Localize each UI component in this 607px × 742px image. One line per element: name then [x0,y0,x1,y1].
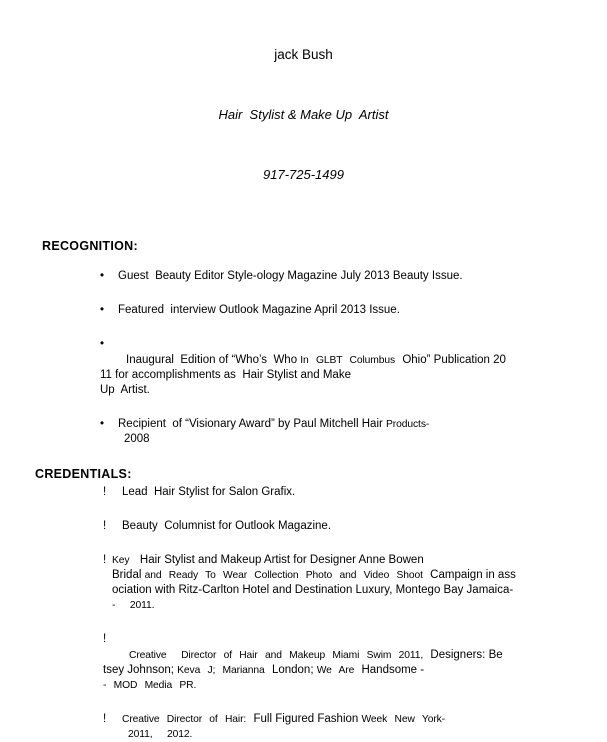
item-body [100,353,607,398]
text-segment: 2011, 2012. [128,729,193,740]
item-body [122,712,607,742]
exclamation-marker: ! [103,554,107,566]
item-body [112,553,607,613]
section-recognition [0,239,607,447]
exclamation-marker: ! [103,486,107,498]
text-segment: Campaign in ass [430,569,516,581]
text-segment: Keva J; Marianna [177,665,272,676]
text-segment: Products- [386,419,430,430]
text-segment: Key [112,555,137,566]
text-line [112,598,607,613]
item-body [122,519,607,534]
text-line [103,663,607,678]
text-line [100,368,607,383]
text-segment: Inaugural Edition of “Who’s Who [126,354,301,366]
text-segment: - 2011. [112,600,155,611]
text-segment: Bridal [112,569,145,581]
bullet-marker: • [100,338,105,350]
list-item [103,485,607,500]
text-segment: and Ready To Wear Collection Photo and Video Shoot [144,570,431,581]
text-line [100,353,607,368]
text-line [112,568,607,583]
text-segment: Lead Hair Stylist for Salon Grafix. [122,486,296,498]
text-segment: Up Artist. [100,384,150,396]
text-segment: Recipient of “Visionary Award” by Paul Mitchell Hair [118,418,387,430]
text-segment: Ohio” Publication 20 [402,354,506,366]
text-segment: 11 for accomplishments as Hair Stylist and Make [100,369,351,381]
bullet-marker: • [100,270,105,282]
text-line [103,678,607,693]
text-line [100,383,607,398]
list-item [100,269,607,284]
text-segment: We Are [316,665,362,676]
text-segment: Handsome - [361,664,425,676]
recognition-heading: RECOGNITION: [42,239,138,253]
item-body [118,303,607,318]
item-body [103,648,607,693]
text-segment: - MOD Media PR. [103,680,197,691]
bullet-marker: • [100,418,105,430]
text-line [122,519,607,534]
credentials-list [103,485,607,742]
text-line [118,303,607,318]
item-body [118,269,607,284]
text-line [118,269,607,284]
list-item [103,519,607,534]
exclamation-marker: ! [103,520,107,532]
text-line [112,553,607,568]
text-segment: London; [271,664,317,676]
text-segment: 2008 [124,433,150,445]
resume-header [0,0,607,225]
text-segment: Hair Stylist and Makeup Artist for Designer Anne Bowen [136,554,424,566]
person-phone: 917-725-1499 [263,167,344,182]
list-item [100,303,607,318]
text-segment: ociation with Ritz-Carlton Hotel and Destination Luxury, Montego Bay Jamaica- [112,584,514,596]
list-item [100,417,607,447]
text-line [122,727,607,742]
text-segment: Creative Director of Hair and Makeup Miami Swim 2011, [129,650,431,661]
text-segment: Full Figured Fashion [253,713,362,725]
text-line [122,485,607,500]
list-item [103,632,607,693]
text-segment: Beauty Columnist for Outlook Magazine. [122,520,332,532]
exclamation-marker: ! [103,633,107,645]
bullet-marker: • [100,304,105,316]
item-body [122,485,607,500]
text-segment: Guest Beauty Editor Style-ology Magazine July 2013 Beauty Issue. [118,270,463,282]
text-segment: Designers: Be [430,649,503,661]
list-item [103,553,607,613]
exclamation-marker: ! [103,713,107,725]
item-body [118,417,607,447]
text-segment: In GLBT Columbus [300,355,403,366]
text-line [112,583,607,598]
person-title: Hair Stylist & Make Up Artist [218,107,389,122]
text-line [118,417,607,432]
text-line [118,432,607,447]
text-segment: Creative Director of Hair: [122,714,254,725]
recognition-list [100,269,607,447]
text-segment: Featured interview Outlook Magazine April 2013 Issue. [118,304,400,316]
text-line [103,648,607,663]
text-segment: Week New York- [361,714,446,725]
list-item [103,712,607,742]
text-line [122,712,607,727]
list-item [100,337,607,398]
person-name: jack Bush [274,47,333,62]
text-segment: tsey Johnson; [103,664,178,676]
section-credentials [0,467,607,742]
credentials-heading: CREDENTIALS: [35,467,132,481]
